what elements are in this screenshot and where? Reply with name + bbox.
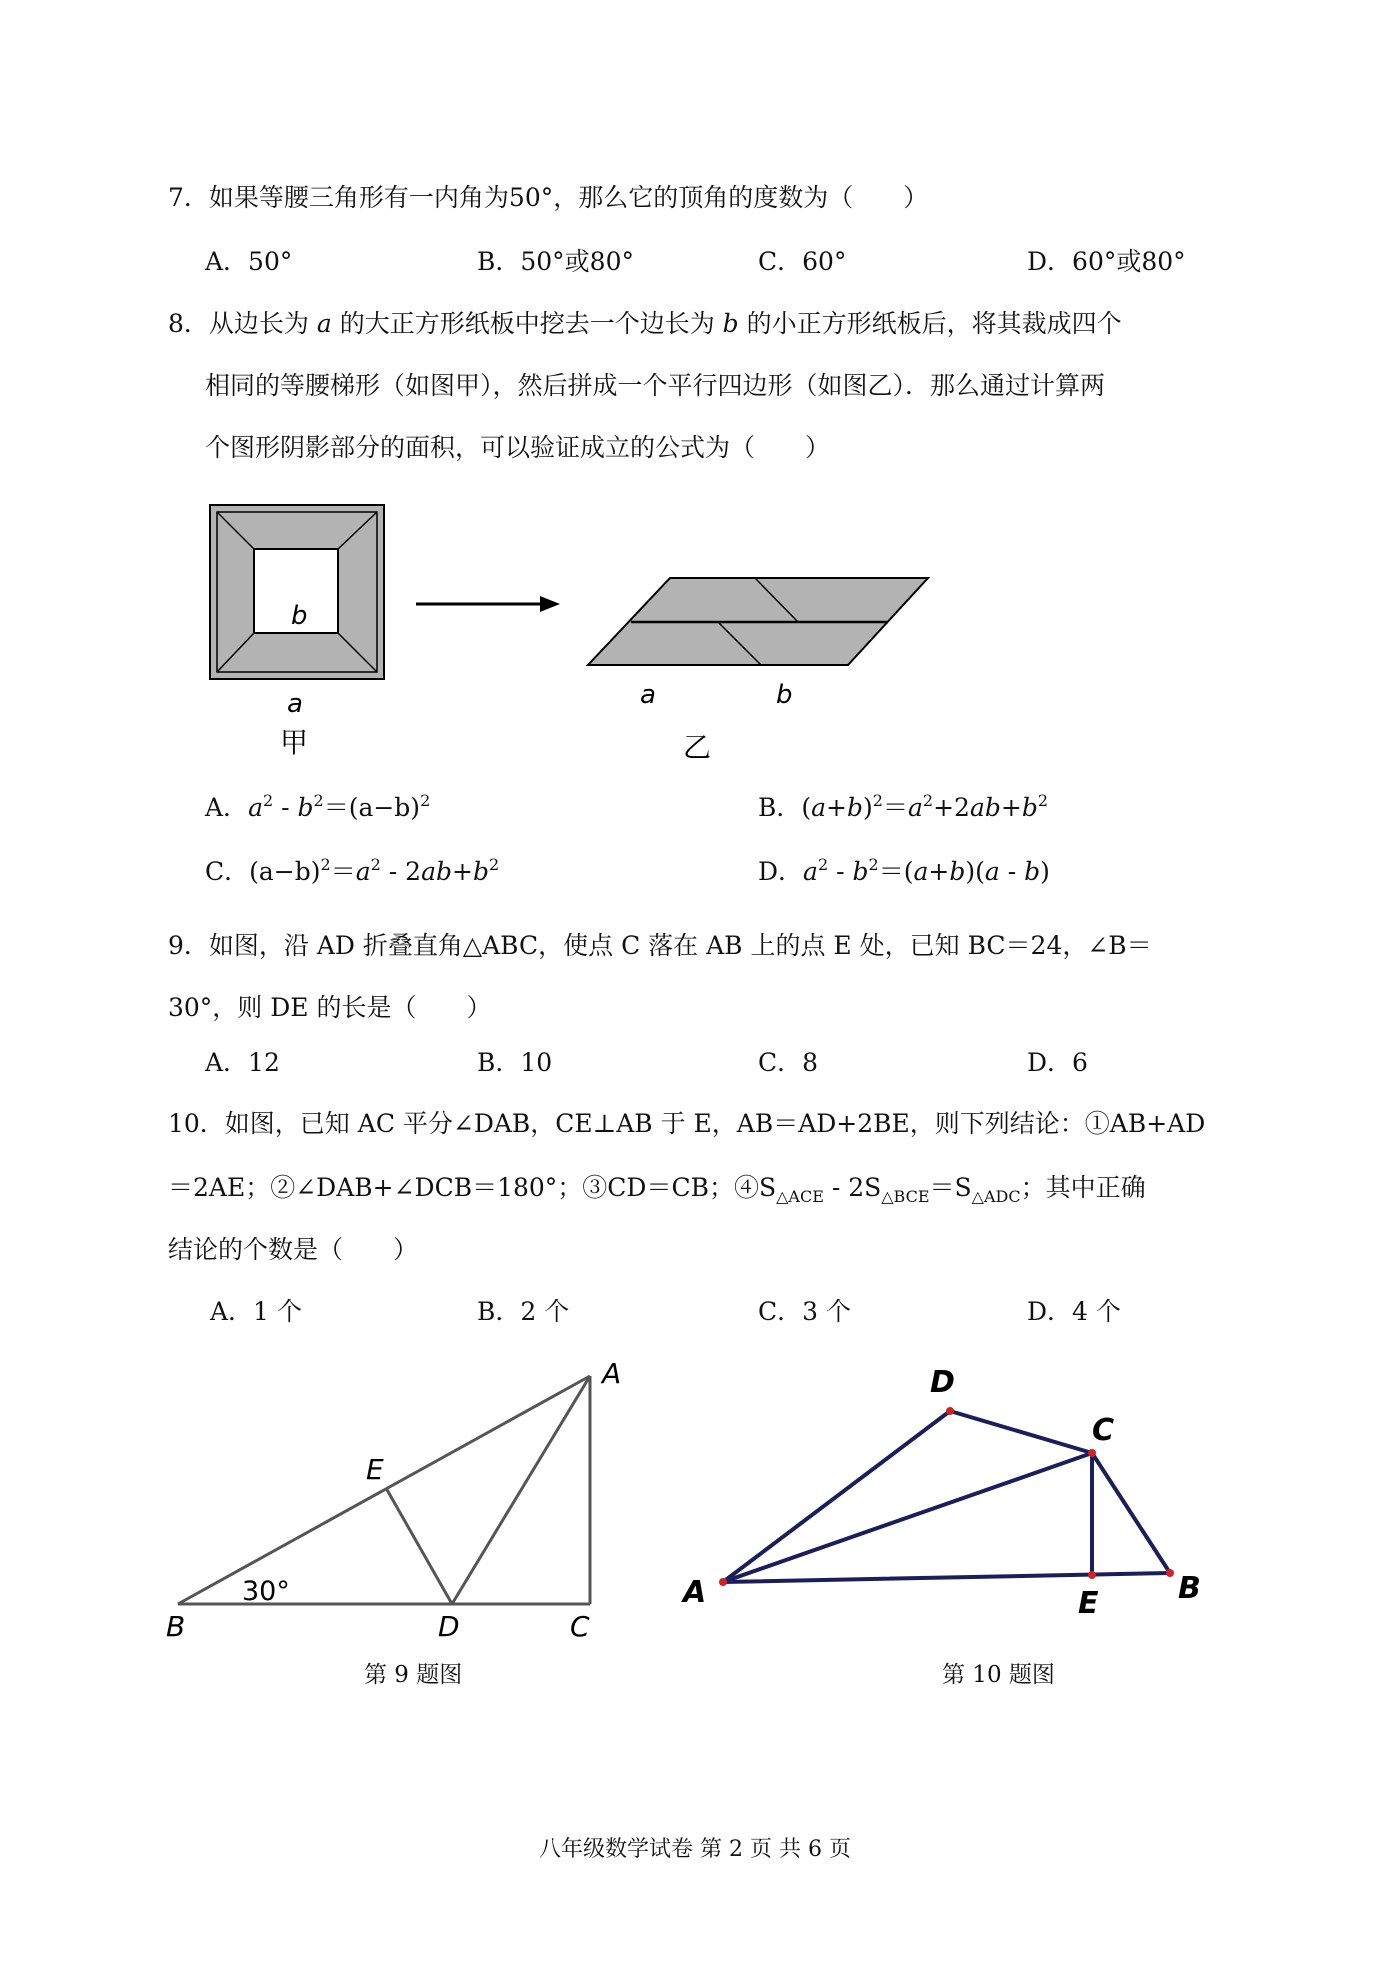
- q7-stem: 7．如果等腰三角形有一内角为50°，那么它的顶角的度数为（ ）: [168, 183, 929, 212]
- q10-option-a: A．1 个: [210, 1297, 302, 1326]
- fig-yi-caption: 乙: [683, 731, 712, 764]
- fig10-label-d: D: [930, 1365, 955, 1400]
- fig10-caption: 第 10 题图: [942, 1662, 1055, 1688]
- fig9-angle-label: 30°: [242, 1576, 290, 1607]
- fig9-label-a: A: [602, 1357, 622, 1390]
- fig-yi-label-a: a: [640, 680, 656, 710]
- q9-line1: 9．如图，沿 AD 折叠直角△ABC，使点 C 落在 AB 上的点 E 处，已知 BC＝24，∠B＝: [168, 931, 1152, 960]
- q10-option-b: B．2 个: [477, 1297, 570, 1326]
- q10-line3: 结论的个数是（ ）: [168, 1235, 419, 1264]
- fig10-label-c: C: [1092, 1413, 1115, 1448]
- fig-yi-label-b: b: [776, 680, 793, 710]
- fig9-label-c: C: [570, 1610, 590, 1643]
- fig9-label-b: B: [166, 1610, 186, 1643]
- fig10-label-e: E: [1078, 1586, 1099, 1621]
- q10-line2: ＝2AE；②∠DAB+∠DCB＝180°；③CD＝CB；$④S_{\triangle ACE}$ ‐ $2S_{\triangle BCE}=S_{\triangle ADC}$；其中正确: [168, 1173, 1146, 1206]
- q9-option-b: B．10: [477, 1048, 553, 1077]
- q9-option-a: A．12: [205, 1048, 280, 1077]
- fig9-label-e: E: [366, 1453, 384, 1486]
- q9-option-d: D．6: [1027, 1048, 1088, 1077]
- q8-option-a: A．$a^2$ ‐ $b^2=(a-b)^2$: [205, 791, 431, 822]
- q7-option-b: B．50°或80°: [477, 247, 634, 276]
- fig9-caption: 第 9 题图: [364, 1662, 463, 1688]
- q8-line2: 相同的等腰梯形（如图甲），然后拼成一个平行四边形（如图乙）．那么通过计算两: [205, 371, 1106, 400]
- q9-option-c: C．8: [758, 1048, 819, 1077]
- q7-option-c: C．60°: [758, 247, 847, 276]
- fig-jia-caption: 甲: [280, 726, 309, 759]
- q8-option-c: C．$(a-b)^2=a^2$ ‐ $2ab+b^2$: [205, 855, 500, 886]
- page-footer: 八年级数学试卷 第 2 页 共 6 页: [539, 1837, 851, 1862]
- q8-option-b: B．$(a+b)^2=a^2+2ab+b^2$: [758, 791, 1049, 822]
- fig10-label-a: A: [683, 1575, 707, 1610]
- fig-jia-label-a: a: [287, 689, 303, 719]
- q10-option-c: C．3 个: [758, 1297, 851, 1326]
- fig9-label-d: D: [438, 1610, 460, 1643]
- q8-option-d: D．$a^2$ ‐ $b^2=(a+b)(a$ ‐ b): [758, 855, 1050, 886]
- q10-option-d: D．4 个: [1027, 1297, 1121, 1326]
- q7-option-a: A．50°: [205, 247, 293, 276]
- q7-option-d: D．60°或80°: [1027, 247, 1186, 276]
- fig10-label-b: B: [1178, 1571, 1201, 1606]
- q10-line1: 10．如图，已知 AC 平分∠DAB，CE⊥AB 于 E，AB＝AD+2BE，则下列结论：①AB+AD: [168, 1109, 1206, 1138]
- q8-line3: 个图形阴影部分的面积，可以验证成立的公式为（ ）: [205, 433, 831, 462]
- q9-line2: 30°，则 DE 的长是（ ）: [168, 993, 492, 1022]
- fig-jia-label-b: b: [291, 601, 308, 631]
- q8-line1: 8．从边长为 a 的大正方形纸板中挖去一个边长为 b 的小正方形纸板后，将其裁成四个: [168, 309, 1122, 338]
